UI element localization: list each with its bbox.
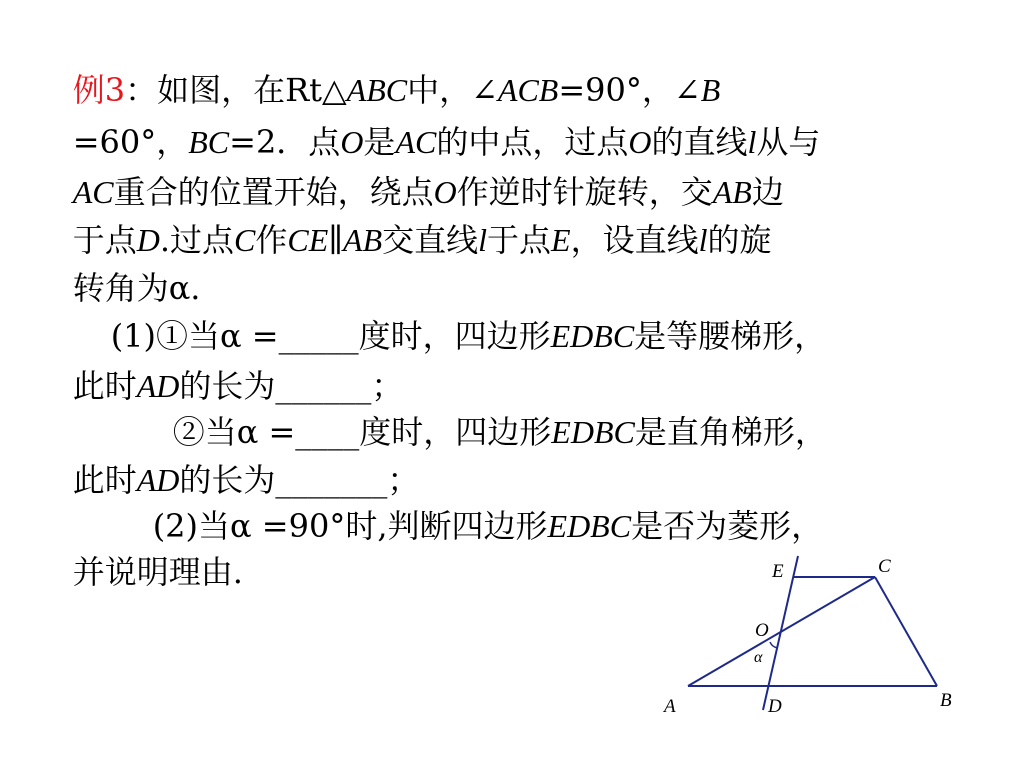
problem-line-2: =60°，BC=2．点O是AC的中点，过点O的直线l从与 bbox=[72, 123, 821, 161]
problem-line-4: 于点D.过点C作CE∥AB交直线l于点E，设直线l的旋 bbox=[72, 221, 772, 259]
point-b-label: B bbox=[940, 690, 952, 711]
problem-line-1: 例3：如图，在Rt△ABC中，∠ACB=90°，∠B bbox=[72, 71, 721, 109]
question-1-1-cont: 此时AD的长为______； bbox=[72, 367, 404, 405]
question-1-2-cont: 此时AD的长为_______； bbox=[72, 461, 420, 499]
question-2: (2)当α =90°时,判断四边形EDBC是否为菱形， bbox=[152, 507, 824, 545]
question-2-cont: 并说明理由. bbox=[72, 553, 243, 591]
angle-alpha-label: α bbox=[754, 649, 763, 666]
problem-line-5: 转角为α. bbox=[72, 269, 201, 307]
point-d-label: D bbox=[768, 696, 782, 717]
geometry-figure bbox=[650, 545, 970, 725]
problem-line-3: AC重合的位置开始，绕点O作逆时针旋转，交AB边 bbox=[72, 173, 784, 211]
point-o-label: O bbox=[755, 620, 769, 641]
segment-bc bbox=[875, 577, 937, 686]
question-1-2: ②当α =____度时，四边形EDBC是直角梯形， bbox=[172, 413, 827, 451]
point-e-label: E bbox=[772, 561, 784, 582]
point-a-label: A bbox=[664, 696, 676, 717]
problem-label: 例3 bbox=[72, 71, 126, 109]
question-1-1: (1)①当α =_____度时，四边形EDBC是等腰梯形， bbox=[110, 317, 827, 355]
point-c-label: C bbox=[878, 556, 891, 577]
